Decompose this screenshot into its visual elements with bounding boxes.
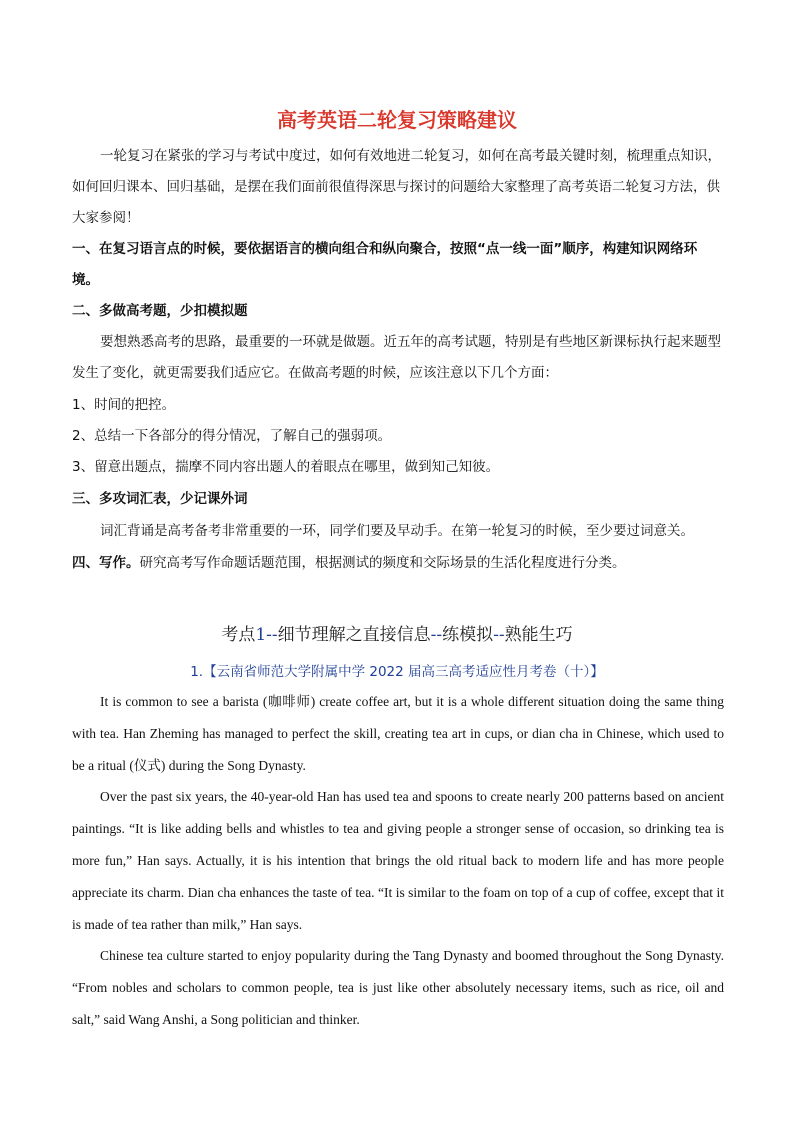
topic-separator: --	[430, 625, 443, 645]
section-heading-1: 一、在复习语言点的时候，要依据语言的横向组合和纵向聚合，按照“点一线一面”顺序，构建知识网络环境。	[72, 241, 698, 288]
intro-paragraph: 一轮复习在紧张的学习与考试中度过，如何有效地进二轮复习，如何在高考最关键时刻，梳理重点知识，如何回归课本、回归基础，是摆在我们面前很值得深思与探讨的问题给大家整理了高考英语二轮复习方法，供大家参阅！	[72, 148, 721, 226]
passage-paragraph: It is common to see a barista (咖啡师) create coffee art, but it is a whole different situation doing the same thing with tea. Han Zheming has managed to perfect the skill, creating tea art in cups, or dian cha in Chinese, which used to be a ritual (仪式) during the Song Dynasty.	[72, 694, 724, 773]
section-4-text: 研究高考写作命题话题范围，根据测试的频度和交际场景的生活化程度进行分类。	[139, 555, 626, 571]
list-item: 1、时间的把控。	[72, 397, 176, 413]
list-item: 3、留意出题点，揣摩不同内容出题人的着眼点在哪里，做到知己知彼。	[72, 459, 500, 475]
passage-paragraph: Chinese tea culture started to enjoy popularity during the Tang Dynasty and boomed throughout the Song Dynasty. “From nobles and scholars to common people, tea is just like other absolutely necessary items, such as rice, oil and salt,” said Wang Anshi, a Song politician and thinker.	[72, 948, 724, 1027]
topic-number: 1--	[255, 625, 278, 645]
section-heading-2: 二、多做高考题，少扣模拟题	[72, 303, 248, 319]
question-source: 1.【云南省师范大学附属中学 2022 届高三高考适应性月考卷（十）】	[190, 664, 604, 680]
section-heading-4: 四、写作。	[72, 555, 140, 571]
section-4-paragraph	[72, 548, 724, 579]
topic-heading	[0, 620, 794, 645]
topic-prefix: 考点	[221, 625, 256, 645]
section-3-paragraph: 词汇背诵是高考备考非常重要的一环，同学们要及早动手。在第一轮复习的时候，至少要过词意关。	[100, 523, 694, 539]
section-2-paragraph: 要想熟悉高考的思路，最重要的一环就是做题。近五年的高考试题，特别是有些地区新课标执行起来题型发生了变化，就更需要我们适应它。在做高考题的时候，应该注意以下几个方面：	[72, 334, 721, 381]
topic-part: 细节理解之直接信息	[277, 625, 431, 645]
list-item: 2、总结一下各部分的得分情况，了解自己的强弱项。	[72, 428, 392, 444]
topic-part: 熟能生巧	[504, 625, 573, 645]
passage-paragraph: Over the past six years, the 40-year-old Han has used tea and spoons to create nearly 200 patterns based on ancient paintings. “It is like adding bells and whistles to tea and giving people a stronger sense of occasion, so drinking tea is more fun,” Han says. Actually, it is his intention that brings the old ritual back to modern life and has more people appreciate its charm. Dian cha enhances the taste of tea. “It is similar to the foam on top of a cup of coffee, except that it is made of tea rather than milk,” Han says.	[72, 789, 724, 932]
page-title: 高考英语二轮复习策略建议	[277, 108, 517, 132]
topic-separator: --	[493, 625, 505, 645]
topic-part: 练模拟	[442, 625, 494, 645]
section-heading-3: 三、多攻词汇表，少记课外词	[72, 491, 248, 507]
